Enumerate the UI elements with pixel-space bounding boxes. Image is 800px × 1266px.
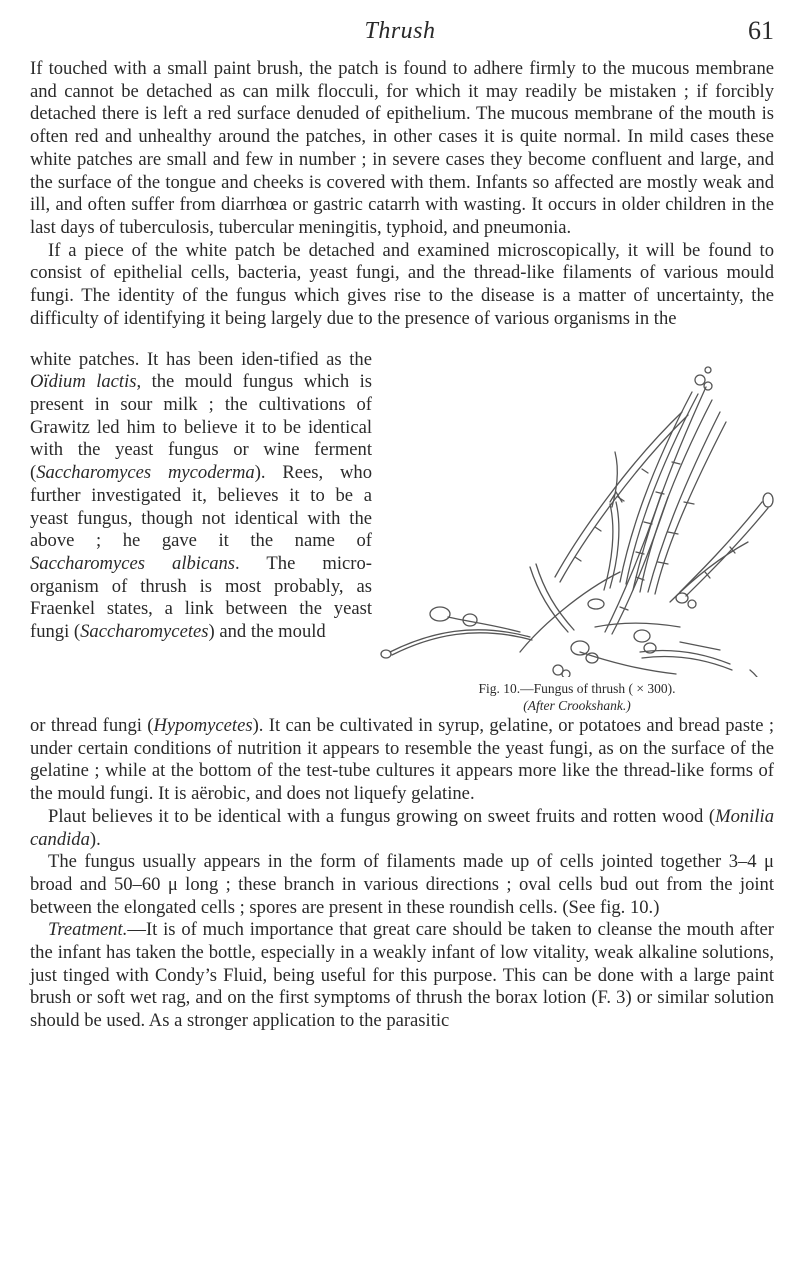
fungus-spores: [381, 367, 773, 677]
running-title: Thrush: [364, 18, 436, 44]
paragraph-1: If touched with a small paint brush, the patch is found to adhere firmly to the mucous membrane and cannot be detached as can milk flocculi, for which it may readily be mistaken ; if forcibly detached there is left a red surface denuded of epithelium. The mucous membrane of the mouth is often red and unhealthy around the patches, in other cases it is quite normal. In mild cases these white patches are small and few in number ; in severe cases they become confluent and large, and the surface of the tongue and cheeks is covered with them. Infants so affected are mostly weak and ill, and often suffer from diarrhœa or gastric catarrh with wasting. It occurs in older children in the last days of tuberculosis, tubercular meningitis, typhoid, and pneumonia.: [30, 58, 774, 238]
figure-caption: [380, 680, 774, 714]
page-number: 61: [748, 16, 774, 45]
text-run: white patches. It has been iden-tified as the: [30, 348, 372, 370]
paragraph-2-start: If a piece of the white patch be detached and examined microscopically, it will be found to consist of epithelial cells, bacteria, yeast fungi, and the thread-like filaments of various mould fungi. The identity of the fungus which gives rise to the disease is a matter of uncertainty, the difficulty of identifying it being largely due to the presence of various organisms in the: [30, 239, 774, 329]
species-name: Monilia candida: [30, 805, 774, 850]
text-run: or thread fungi (: [30, 715, 154, 736]
text-run: ).: [89, 828, 101, 850]
paragraph-2-end: [30, 715, 774, 806]
text-run: —It is of much importance that great care should be taken to cleanse the mouth after the infant has taken the bottle, especially in a weakly infant of low vitality, weak alkaline solutions, just tinged with Condy’s Fluid, being useful for this purpose. This can be done with a large paint brush or soft wet rag, and on the first symptoms of thrush the borax lotion (F. 3) or similar solution should be used. As a stronger application to the parasitic: [30, 919, 774, 1032]
running-head: [0, 14, 800, 54]
paragraph-3: [30, 806, 774, 851]
species-name: Oïdium lactis: [30, 371, 137, 393]
text-run: ) and the mould: [208, 621, 326, 643]
text-run: ). It can be cultivated in syrup, gelatine, or potatoes and bread paste ; under certain conditions of nutrition it appears to resemble the yeast fungi, as on the surface of the gelatine ; while at the bottom of the test-tube cultures it appears more like the thread-like forms of the mould fungi. It is aërobic, and does not liquefy gelatine.: [30, 715, 774, 805]
figure-10: [380, 352, 774, 732]
paragraph-4: The fungus usually appears in the form of filaments made up of cells jointed together 3–4 μ broad and 50–60 μ long ; these branch in various directions ; oval cells bud out from the joint between the elongated cells ; spores are present in these roundish cells. (See fig. 10.): [30, 851, 774, 918]
paragraph-2-wrapped: [30, 349, 372, 644]
species-name: Saccharomyces mycoderma: [36, 462, 255, 484]
caption-text: Fig. 10.—Fungus of thrush ( × 300).: [478, 681, 676, 696]
paragraph-5: [30, 919, 774, 1033]
text-run: . The micro-organism of thrush is most probably, as Fraenkel states, a link between the yeast fungi (: [30, 552, 372, 643]
species-name: Hypomycetes: [153, 715, 253, 736]
text-run: , the mould fungus which is present in sour milk ; the cultivations of Grawitz led him to believe it to be identical with the yeast fungus or wine ferment (: [30, 371, 372, 484]
section-heading: Treatment.: [48, 919, 128, 941]
text-block-top: [30, 58, 774, 330]
caption-credit: (After Crookshank.): [523, 698, 631, 713]
species-name: Saccharomycetes: [80, 621, 209, 643]
text-run: ). Rees, who further investigated it, believes it to be a yeast fungus, though not identical with the above ; he gave it the name of: [30, 462, 372, 552]
text-block-wrapped: [30, 330, 372, 662]
species-name: Saccharomyces albicans: [30, 552, 236, 574]
fungus-illustration: [380, 352, 774, 677]
text-run: Plaut believes it to be identical with a fungus growing on sweet fruits and rotten wood (: [48, 805, 716, 827]
text-block-bottom: [30, 715, 774, 1033]
fungus-filaments: [390, 387, 768, 677]
